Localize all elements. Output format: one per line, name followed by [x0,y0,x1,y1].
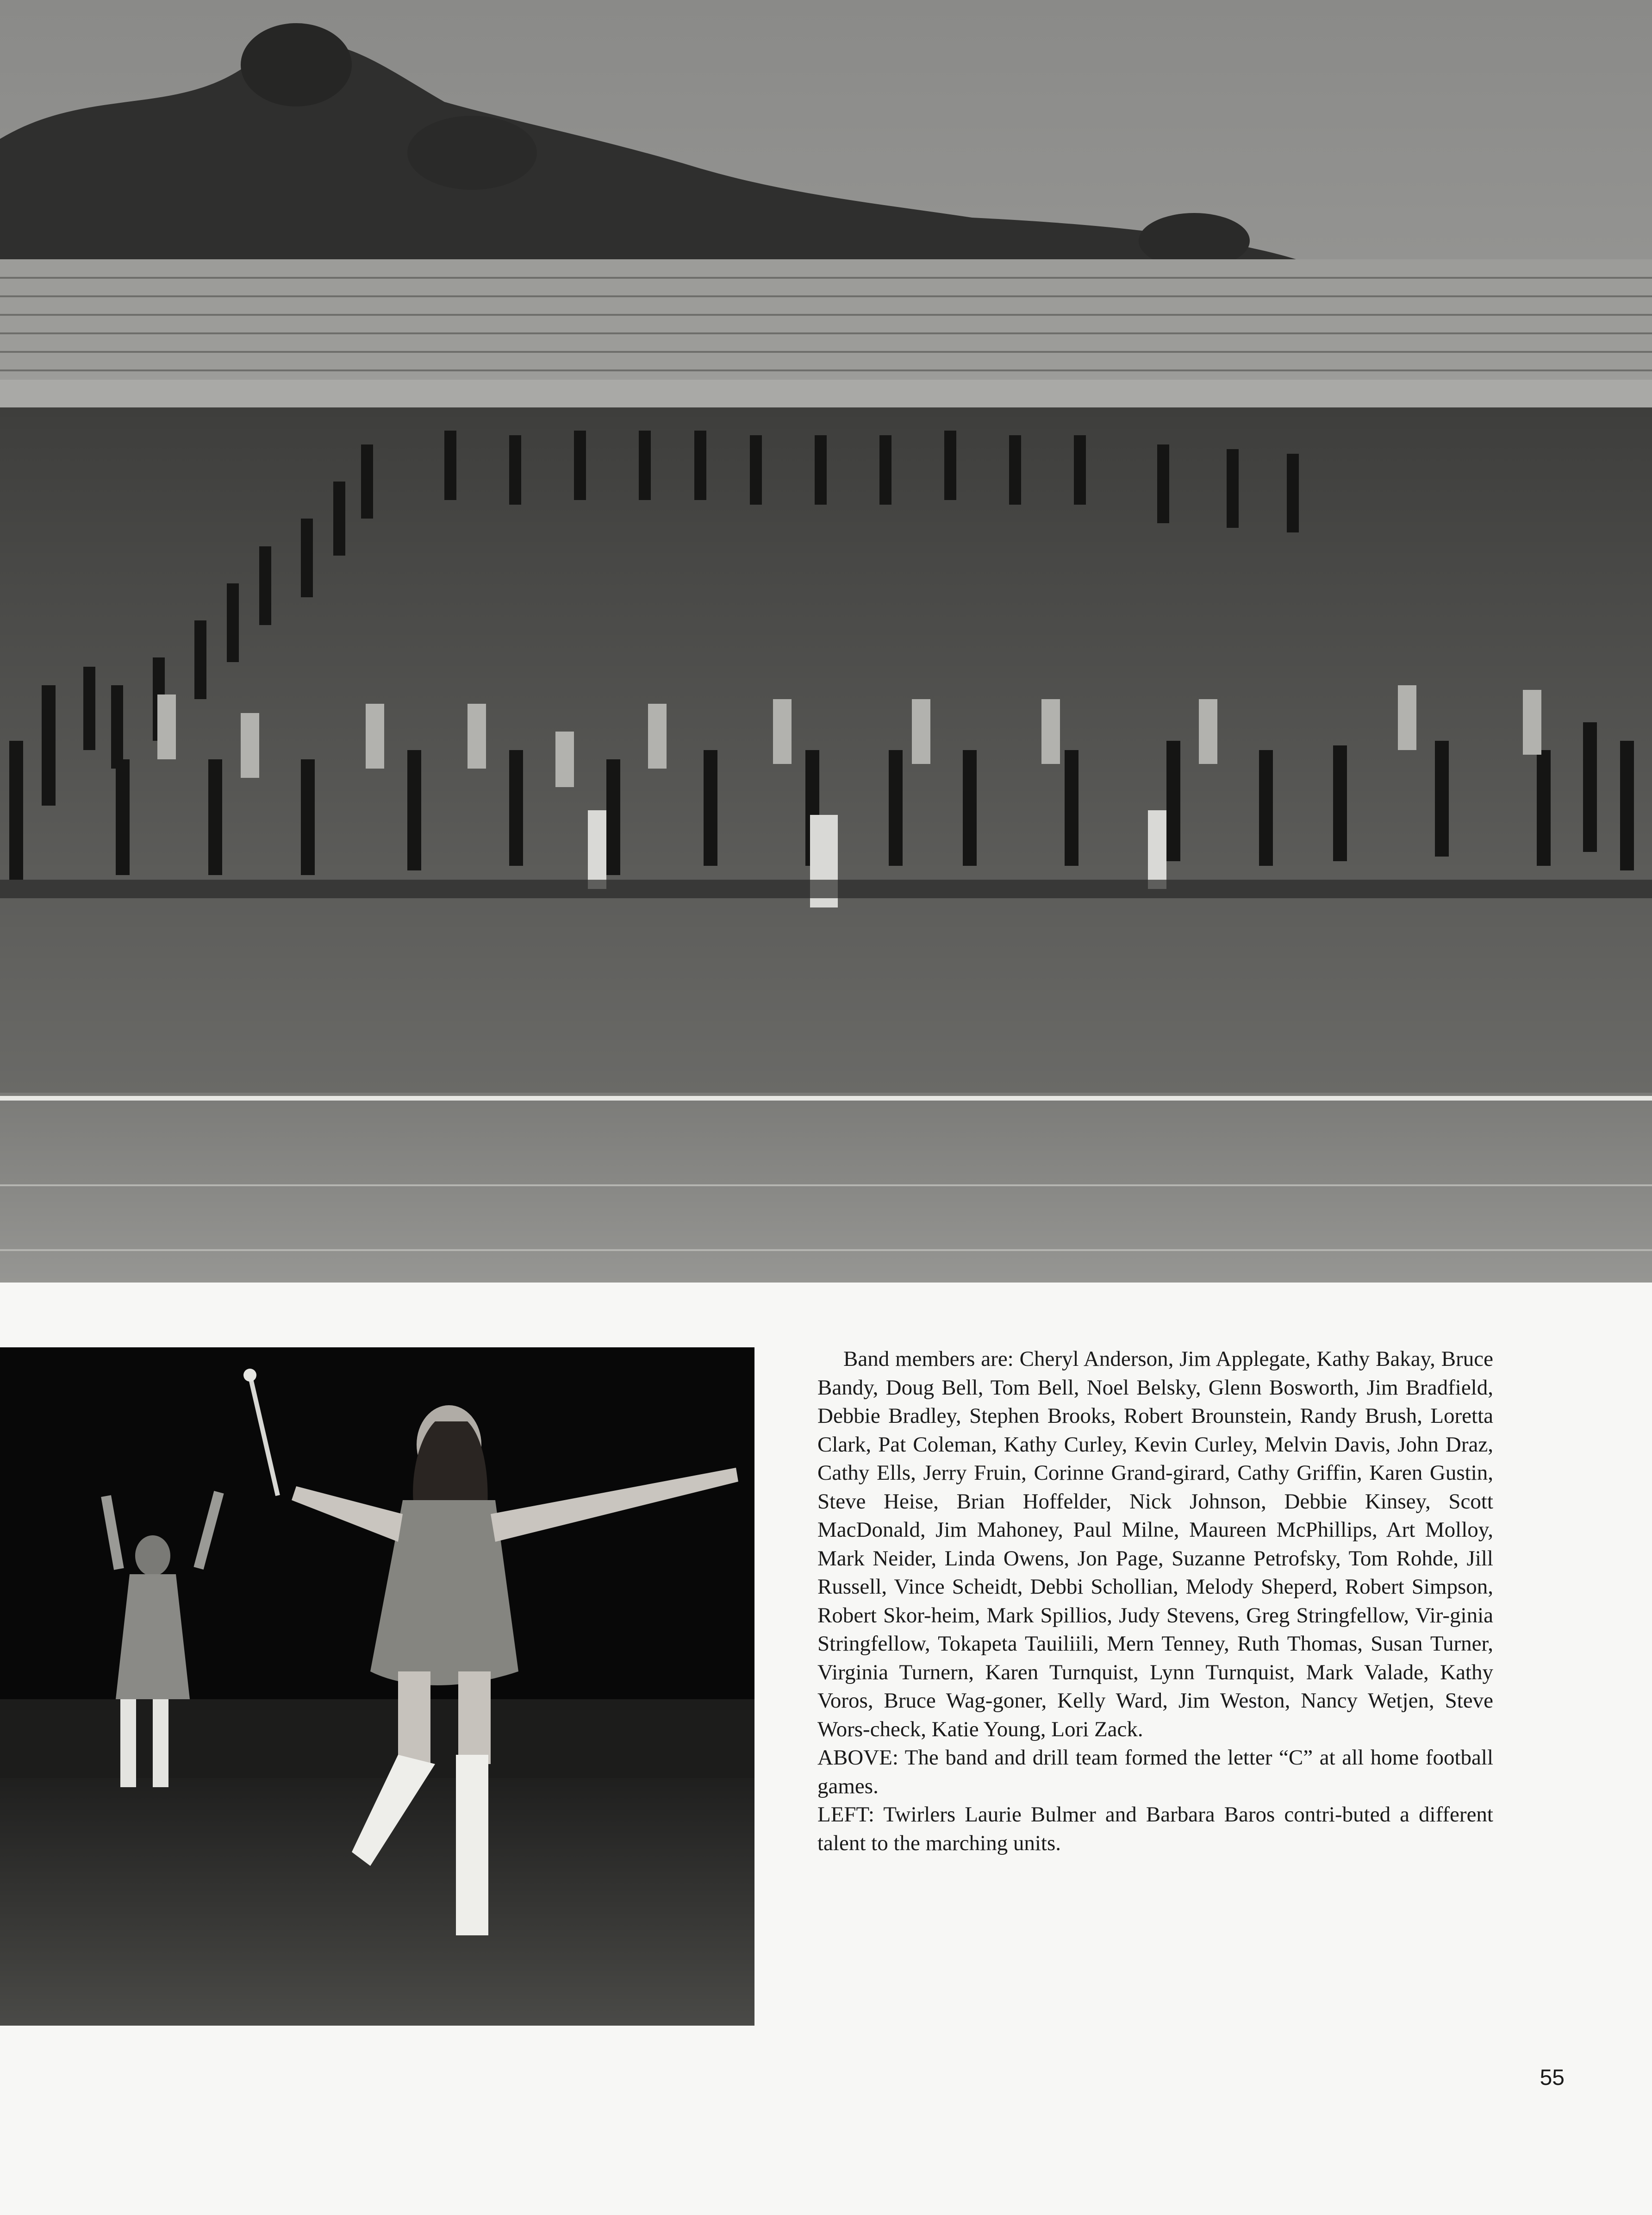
caption-block [817,1345,1493,1858]
page-number: 55 [1540,2065,1565,2090]
above-caption: ABOVE: The band and drill team formed the letter “C” at all home football games. [817,1746,1493,1798]
left-caption: LEFT: Twirlers Laurie Bulmer and Barbara Baros contri-buted a different talent to the marching units. [817,1802,1493,1855]
photo-canvas-night [0,1347,754,2026]
twirlers-night-photo [0,1347,754,2026]
band-members-paragraph: Band members are: Cheryl Anderson, Jim Applegate, Kathy Bakay, Bruce Bandy, Doug Bell, Tom Bell, Noel Belsky, Glenn Bosworth, Jim Bradfield, Debbie Bradley, Stephen Brooks, Robert Brounstein, Randy Brush, Loretta Clark, Pat Coleman, Kathy Curley, Kevin Curley, Melvin Davis, John Draz, Cathy Ells, Jerry Fruin, Corinne Grand-girard, Cathy Griffin, Karen Gustin, Steve Heise, Brian Hoffelder, Nick Johnson, Debbie Kinsey, Scott MacDonald, Jim Mahoney, Paul Milne, Maureen McPhillips, Art Molloy, Mark Neider, Linda Owens, Jon Page, Suzanne Petrofsky, Tom Rohde, Jill Russell, Vince Scheidt, Debbi Schollian, Melody Sheperd, Robert Simpson, Robert Skor-heim, Mark Spillios, Judy Stevens, Greg Stringfellow, Vir-ginia Stringfellow, Tokapeta Tauiliili, Mern Tenney, Ruth Thomas, Susan Turner, Virginia Turnern, Karen Turnquist, Lynn Turnquist, Mark Valade, Kathy Voros, Bruce Wag-goner, Kelly Ward, Jim Weston, Nancy Wetjen, Steve Wors-check, Katie Young, Lori Zack. [817,1347,1493,1741]
